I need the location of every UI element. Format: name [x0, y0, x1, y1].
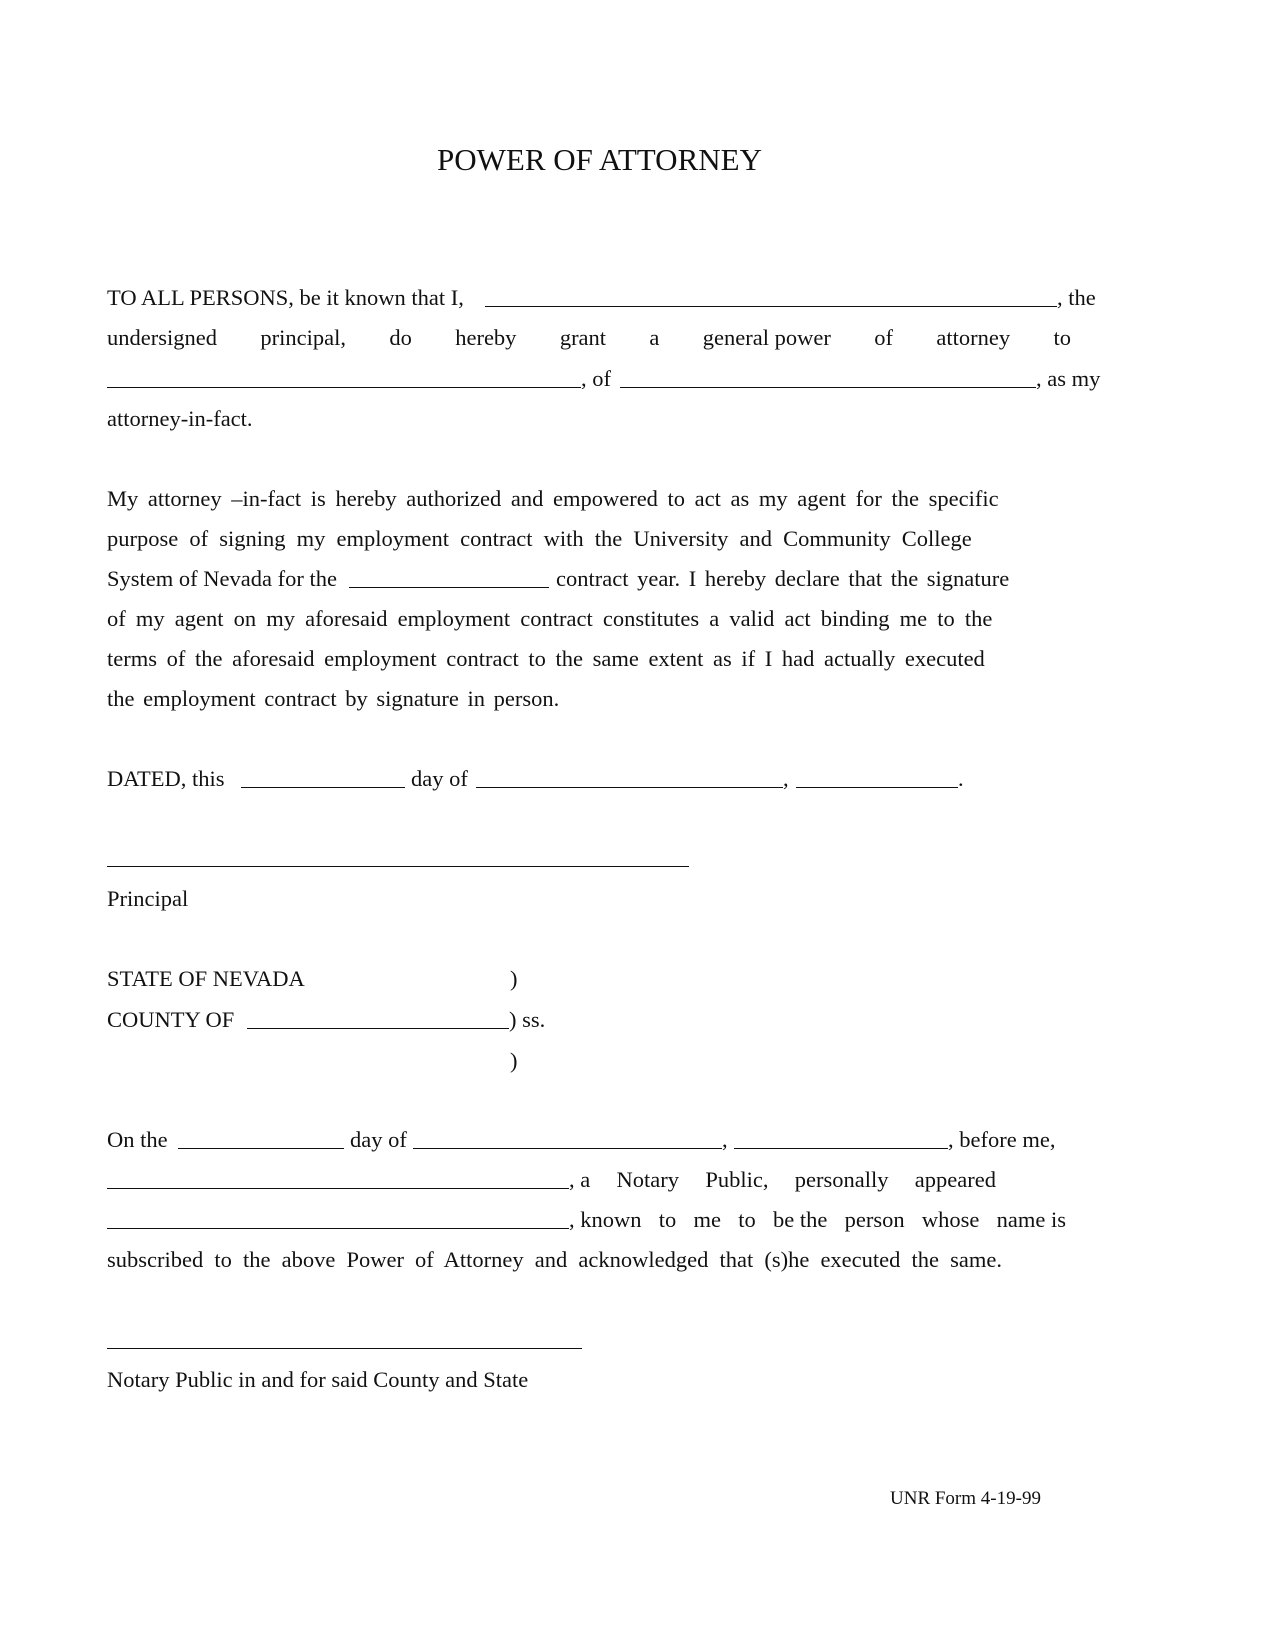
notary-on-the: On the	[107, 1127, 168, 1152]
notary-line-3	[569, 1207, 1066, 1233]
word: general power	[702, 325, 831, 350]
intro-line-4: attorney-in-fact.	[107, 406, 253, 431]
venue-county: COUNTY OF	[107, 1007, 235, 1032]
dated-month-line[interactable]	[476, 787, 783, 788]
dated-period: .	[958, 766, 964, 791]
notary-comma: ,	[722, 1127, 728, 1152]
notary-line-2	[569, 1167, 996, 1193]
notary-day-of: day of	[350, 1127, 407, 1152]
word: grant	[559, 325, 607, 350]
dated-day-line[interactable]	[241, 787, 405, 788]
notary-line-4: subscribed to the above Power of Attorney and acknowledged that (s)he executed the same.	[107, 1247, 1002, 1272]
page-title: POWER OF ATTORNEY	[437, 142, 762, 177]
word: appeared	[914, 1167, 996, 1192]
body-line-3-start: System of Nevada for the	[107, 566, 337, 591]
word: do	[389, 325, 412, 350]
body-line-6: the employment contract by signature in person.	[107, 686, 560, 711]
body-line-4: of my agent on my aforesaid employment contract constitutes a valid act binding me to the	[107, 606, 993, 631]
word: Notary	[616, 1167, 680, 1192]
word: me	[693, 1207, 722, 1232]
attorney-address-line[interactable]	[620, 387, 1036, 388]
word: , known	[569, 1207, 642, 1232]
word: principal,	[260, 325, 346, 350]
word: undersigned	[107, 325, 217, 350]
word: to	[658, 1207, 677, 1232]
principal-label: Principal	[107, 886, 189, 911]
appearing-person-line[interactable]	[107, 1228, 569, 1229]
word: to	[1053, 325, 1071, 350]
intro-line-1-start: TO ALL PERSONS, be it known that I,	[107, 285, 464, 310]
word: a	[649, 325, 660, 350]
notary-name-line[interactable]	[107, 1188, 569, 1189]
notary-day-line[interactable]	[178, 1148, 344, 1149]
intro-line-2	[107, 325, 1071, 351]
dated-comma: ,	[783, 766, 789, 791]
body-line-2: purpose of signing my employment contract with the University and Community College	[107, 526, 972, 551]
principal-signature-line[interactable]	[107, 866, 689, 867]
word: of	[874, 325, 893, 350]
word: person	[844, 1207, 905, 1232]
word: , a	[569, 1167, 591, 1192]
body-line-1: My attorney –in-fact is hereby authorized and empowered to act as my agent for the specific	[107, 486, 999, 511]
intro-as-my: , as my	[1036, 366, 1101, 391]
intro-of: , of	[581, 366, 611, 391]
notary-signature-line[interactable]	[107, 1348, 582, 1349]
notary-year-line[interactable]	[734, 1148, 948, 1149]
contract-year-line[interactable]	[349, 587, 549, 588]
word: Public,	[705, 1167, 769, 1192]
dated-year-line[interactable]	[796, 787, 958, 788]
attorney-name-line[interactable]	[107, 387, 581, 388]
word: hereby	[455, 325, 517, 350]
venue-paren-1: )	[510, 966, 518, 991]
dated-label: DATED, this	[107, 766, 225, 791]
body-line-3-end: contract year. I hereby declare that the signature	[556, 566, 1010, 591]
dated-day-of: day of	[411, 766, 468, 791]
word: personally	[794, 1167, 889, 1192]
word: attorney	[936, 325, 1011, 350]
word: whose	[921, 1207, 980, 1232]
notary-month-line[interactable]	[413, 1148, 722, 1149]
venue-paren-3: )	[510, 1048, 518, 1073]
word: be the	[773, 1207, 828, 1232]
principal-name-line[interactable]	[485, 306, 1057, 307]
body-line-5: terms of the aforesaid employment contract to the same extent as if I had actually executed	[107, 646, 985, 671]
notary-signature-label: Notary Public in and for said County and State	[107, 1367, 529, 1392]
intro-line-1-end: , the	[1057, 285, 1096, 310]
venue-ss: ) ss.	[509, 1007, 546, 1032]
venue-state: STATE OF NEVADA	[107, 966, 305, 991]
word: name is	[996, 1207, 1066, 1232]
word: to	[738, 1207, 756, 1232]
county-name-line[interactable]	[247, 1028, 509, 1029]
form-id: UNR Form 4-19-99	[890, 1488, 1041, 1509]
notary-before-me: , before me,	[948, 1127, 1056, 1152]
